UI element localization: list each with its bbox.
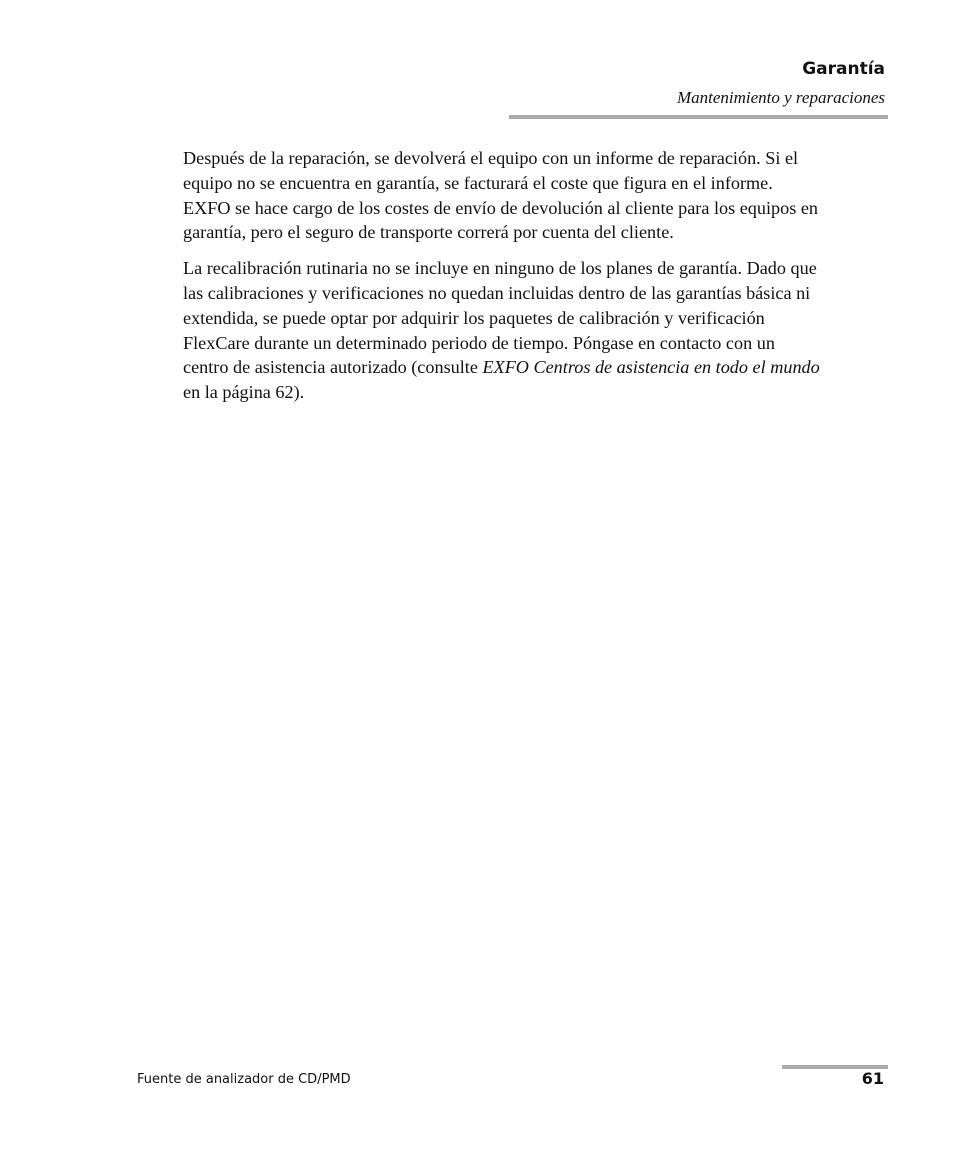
service-centers-reference[interactable]: EXFO Centros de asistencia en todo el mundo <box>482 357 820 378</box>
footer-document-name: Fuente de analizador de CD/PMD <box>137 1072 351 1087</box>
paragraph-repair-return: Después de la reparación, se devolverá el equipo con un informe de reparación. Si el equipo no se encuentra en garantía, se facturará el coste que figura en el informe. EXFO se hace cargo de los costes de envío de devolución al cliente para los equipos en garantía, pero el seguro de transporte correrá por cuenta del cliente. <box>183 148 819 243</box>
header-divider <box>509 115 888 119</box>
paragraph-recalibration <box>183 256 823 405</box>
page-number: 61 <box>861 1069 884 1088</box>
paragraph-recalibration-page-ref: en la página 62). <box>183 382 305 403</box>
body-text <box>183 146 823 416</box>
paragraph-recalibration-text: La recalibración rutinaria no se incluye en ninguno de los planes de garantía. Dado que las calibraciones y verificaciones no quedan incluidas dentro de las garantías básica ni extendida, se puede optar por adquirir los paquetes de calibración y verificación FlexCare durante un determinado periodo de tiempo. Póngase en contacto con un centro de asistencia autorizado (consulte <box>183 258 817 378</box>
section-title: Garantía <box>802 59 885 79</box>
chapter-subtitle: Mantenimiento y reparaciones <box>676 88 885 107</box>
